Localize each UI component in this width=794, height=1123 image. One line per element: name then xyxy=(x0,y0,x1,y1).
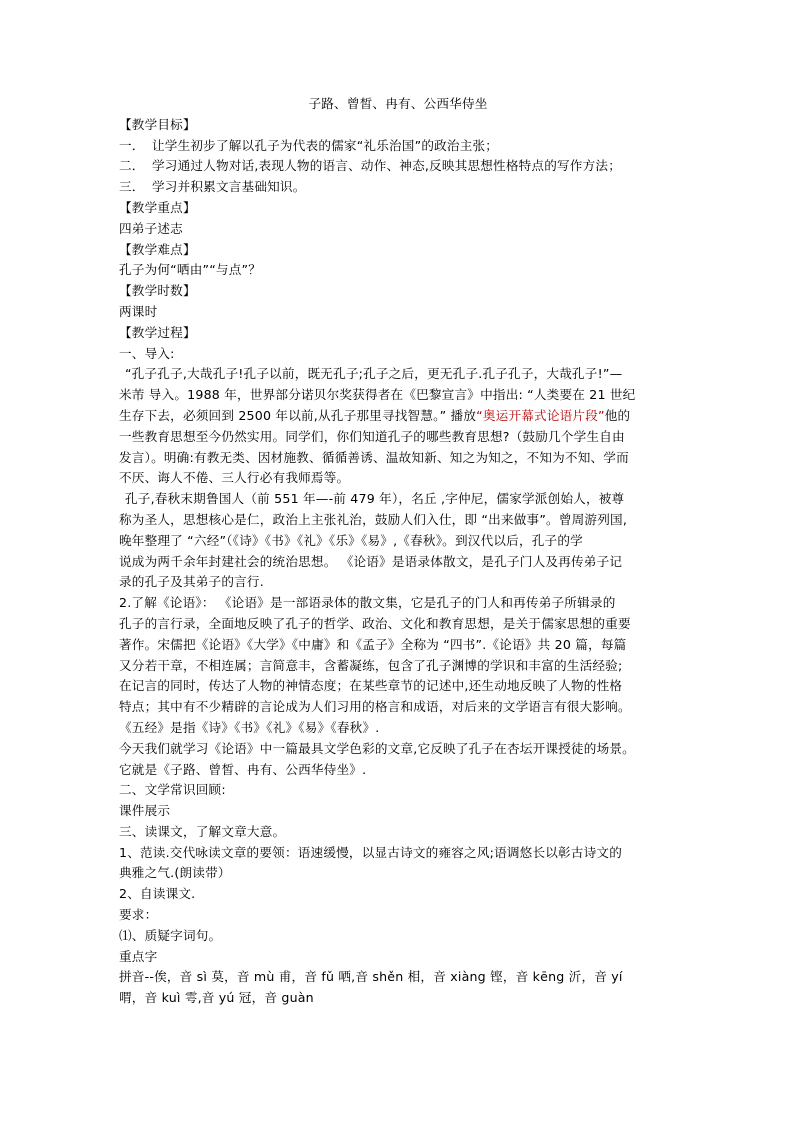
paragraph-line: 著作。宋儒把《论语》《大学》《中庸》和《孟子》全称为 “四书”.《论语》共 20 篇，每篇 xyxy=(119,636,627,652)
paragraph-line: 发言）。明确:有教无类、因材施教、循循善诱、温故知新、知之为知之，不知为不知、学而 xyxy=(119,449,629,465)
objective-number: 一． xyxy=(119,137,145,153)
subheading-intro: 一、导入: xyxy=(119,345,175,361)
section-heading-hours: 【教学时数】 xyxy=(119,283,196,299)
paragraph-line: 2.了解《论语》： 《论语》是一部语录体的散文集，它是孔子的门人和再传弟子所辑录的 xyxy=(119,595,616,611)
objective-text: 让学生初步了解以孔子为代表的儒家“礼乐治国”的政治主张； xyxy=(152,137,499,153)
paragraph-line: 米芾 导入。1988 年，世界部分诺贝尔奖获得者在《巴黎宣言》中指出: “人类要在 21 世纪 xyxy=(119,387,636,403)
objective-item-3 xyxy=(119,177,677,198)
paragraph-line: 晚年整理了 “六经”（《诗》《书》《礼》《乐》《易》,《春秋》。到汉代以后，孔子的学 xyxy=(119,532,583,548)
paragraph-line: 特点；其中有不少精辟的言论成为人们习用的格言和成语，对后来的文学语言有很大影响。 xyxy=(119,699,631,715)
pinyin-line: 拼音--俟，音 sì 莫，音 mù 甫，音 fǔ 哂,音 shěn 相，音 xiàng 铿，音 kēng 沂，音 yí xyxy=(119,969,623,985)
pinyin-line: 喟，音 kuì 雩,音 yú 冠，音 guàn xyxy=(119,990,314,1006)
objective-number: 二． xyxy=(119,158,145,174)
paragraph-text: 他的 xyxy=(604,407,631,423)
paragraph-line: 今天我们就学习《论语》中一篇最具文学色彩的文章,它反映了孔子在杏坛开课授徒的场景。 xyxy=(119,740,635,756)
section-heading-process: 【教学过程】 xyxy=(119,324,196,340)
paragraph-line: 重点字 xyxy=(119,948,158,964)
section-heading-key-points: 【教学重点】 xyxy=(119,199,196,215)
paragraph-line: 不厌、诲人不倦、三人行必有我师焉等。 xyxy=(119,470,350,486)
objective-item-2 xyxy=(119,156,677,177)
paragraph-line: ⑴、质疑字词句。 xyxy=(119,927,222,943)
document-title: 子路、曾皙、冉有、公西华侍坐 xyxy=(308,96,488,111)
paragraph-line: 在记言的同时，传达了人物的神情态度；在某些章节的记述中,还生动地反映了人物的性格 xyxy=(119,678,623,694)
subheading-read-text: 三、读课文，了解文章大意。 xyxy=(119,823,286,839)
paragraph-line: 说成为两千余年封建社会的统治思想。 《论语》是语录体散文，是孔子门人及再传弟子记 xyxy=(119,553,623,569)
paragraph-line: 孔子的言行录，全面地反映了孔子的哲学、政治、文化和教育思想，是关于儒家思想的重要 xyxy=(119,615,631,631)
document-page xyxy=(119,94,677,1009)
paragraph-line: 称为圣人，思想核心是仁，政治上主张礼治，鼓励人们入仕，即 “出来做事”。曾周游列国, xyxy=(119,511,628,527)
objective-text: 学习并积累文言基础知识。 xyxy=(152,179,306,195)
paragraph-line: 1、范读.交代咏读文章的要领：语速缓慢，以显古诗文的雍容之风;语调悠长以彰古诗文的 xyxy=(119,844,623,860)
paragraph-text: 生存下去，必须回到 2500 年以前,从孔子那里寻找智慧。” 播放 xyxy=(119,407,477,423)
subheading-literary-review: 二、文学常识回顾: xyxy=(119,782,226,798)
key-points-text: 四弟子述志 xyxy=(119,220,183,236)
paragraph-line: 它就是《子路、曾皙、冉有、公西华侍坐》. xyxy=(119,761,367,777)
paragraph-line: 录的孔子及其弟子的言行. xyxy=(119,574,264,590)
paragraph-line: 要求： xyxy=(119,907,158,923)
section-heading-objectives: 【教学目标】 xyxy=(119,116,196,132)
paragraph-line: 孔子,春秋末期鲁国人（前 551 年—-前 479 年），名丘 ,字仲尼，儒家学派创始人，被尊 xyxy=(125,491,625,507)
difficulties-text: 孔子为何“哂由”“与点”？ xyxy=(119,262,262,278)
paragraph-line: 2、自读课文. xyxy=(119,886,196,902)
paragraph-line: “孔子孔子,大哉孔子!孔子以前，既无孔子;孔子之后，更无孔子.孔子孔子，大哉孔子!”— xyxy=(125,366,623,382)
objective-text: 学习通过人物对话,表现人物的语言、动作、神态,反映其思想性格特点的写作方法； xyxy=(152,158,621,174)
paragraph-line: 《五经》是指《诗》《书》《礼》《易》《春秋》. xyxy=(119,719,380,735)
section-heading-difficulties: 【教学难点】 xyxy=(119,241,196,257)
video-clip-title: “奥运开幕式论语片段” xyxy=(476,407,605,423)
paragraph-line xyxy=(119,406,677,427)
paragraph-line: 又分若干章，不相连属；言简意丰，含蓄凝练，包含了孔子渊博的学识和丰富的生活经验; xyxy=(119,657,623,673)
objective-number: 三． xyxy=(119,179,145,195)
paragraph-line: 典雅之气.(朗读带） xyxy=(119,865,231,881)
paragraph-line: 课件展示 xyxy=(119,803,171,819)
hours-text: 两课时 xyxy=(119,303,158,319)
paragraph-line: 一些教育思想至今仍然实用。同学们，你们知道孔子的哪些教育思想?（鼓励几个学生自由 xyxy=(119,428,625,444)
objective-item-1 xyxy=(119,136,677,157)
